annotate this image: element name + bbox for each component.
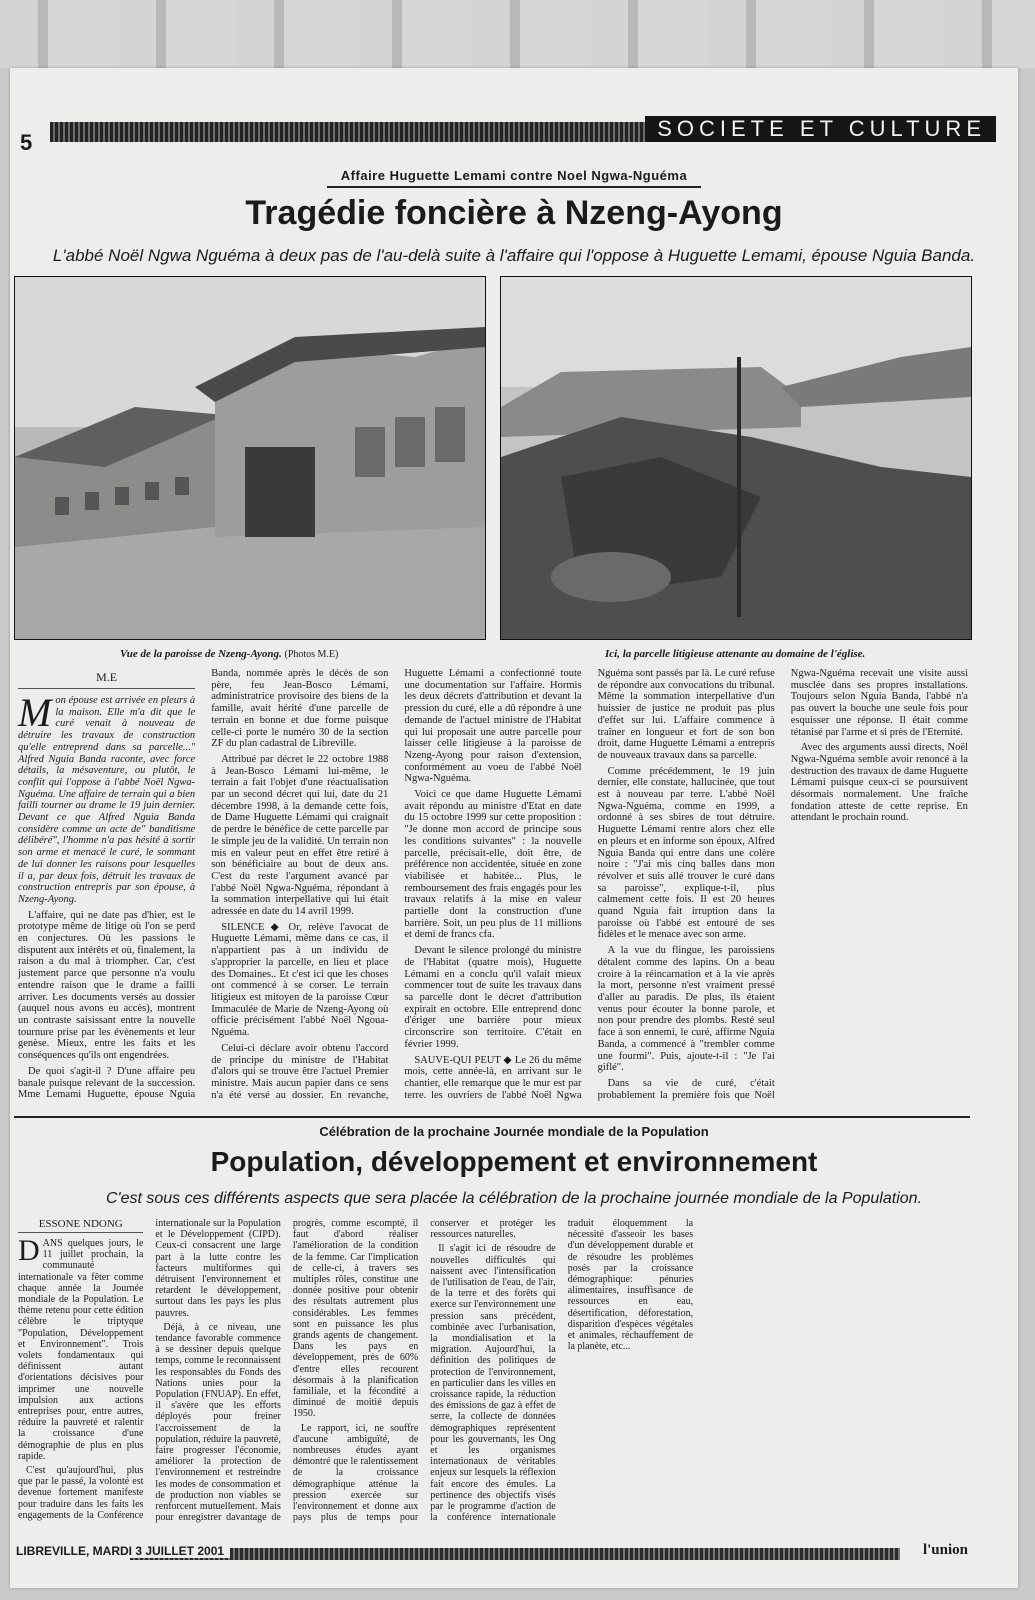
article1-byline: M.E <box>18 670 195 689</box>
article2-dropcap: D <box>18 1234 40 1267</box>
article1-paragraph: L'affaire, qui ne date pas d'hier, est le prototype même de litige où l'on se perd en conjectures. Où les passions le disputent aux intérêts et où, finalement, la raison a du mal à triompher. Car, c'est justement parce que personne n'a voulu entendre raison que le drame a failli arriver. Les documents versés au dossier (auquel nous avons eu accès), montrent un contraste saisissant entre la nouvelle tournure prise par les évènements et leur genèse. Mieux, entre les faits et les conséquences qu'ils ont engendrées. <box>18 909 196 1062</box>
section-title: SOCIETE ET CULTURE <box>645 116 996 142</box>
article2-paragraph: Le rapport, ici, ne souffre d'aucune ambiguïté, de nombreuses études ayant démontré que le ralentissement de la croissance démographique atténue la pression exercée sur l'environnement et donne aux pays plus de temps pour conserver et protéger les ressources naturelles. <box>292 1218 556 1524</box>
article2-headline: Population, développement et environnement <box>210 1146 818 1177</box>
article1-paragraph: Attribué par décret le 22 octobre 1988 à Jean-Bosco Lémami lui-même, le terrain a fait l'objet d'une réactualisation par un second décret qui lui, date du 21 décembre 1998, à la demande cette fois, de Dame Huguette Lémami qui craignait de perdre le bénéfice de cette parcelle par le simple jeu de la validité. Un terrain non mis en valeur peut en effet être retiré à son bénéficiaire au bout de deux ans. C'est du reste l'argument avancé par l'abbé Noël Ngwa-Nguéma, répondant à la sommation interpellative qui lui était adressée en date du 14 avril 1999. <box>211 753 389 918</box>
footer-masthead: l'union <box>917 1542 968 1559</box>
disputed-plot-photo <box>500 276 972 640</box>
article-divider <box>14 1116 970 1118</box>
article1-body <box>18 668 968 1108</box>
article2-paragraph: Il s'agit ici de résoudre de nouvelles difficultés qui naissent avec l'intensification de l'utilisation de l'eau, de l'air, de la terre et des forêts qui exerce sur l'environnement une pression sans précédent, combinée avec l'urbanisation, la mondialisation et la migration. Aujourd'hui, la définition des politiques de protection de l'environnement, en particulier dans les villes en croissance rapide, la réduction des émissions de gaz à effet de serre, la collecte de données démographiques représentent pour les gouvernants, les Ong et les organismes internationaux de véritables enjeux sur lesquels la réflexion fait encore des émules. La pertinence des objectifs visés par le programme d'action de la conférence internationale traduit éloquemment la nécessité d'asseoir les bases d'un développement durable et de résoudre les problèmes posés par la croissance démographique: pénuries alimentaires, insuffisance de ressources en eau, désertification, déforestation, disparition d'espèces végétales et animales, réchauffement de la planète, etc... <box>430 1218 694 1524</box>
article1-headline: Tragédie foncière à Nzeng-Ayong <box>245 194 783 232</box>
article2-paragraph-text: ANS quelques jours, le 11 juillet prochain, la communauté internationale va fêter comme chaque année la Journée mondiale de la Population. Le thème retenu pour cette édition célèbre le triptyque "Population, Développement et Environnement". Trois volets fondamentaux qui définissent autant d'orientations décisives pour imprimer une nouvelle impulsion aux actions entreprises pour, entre autres, réduire la pauvreté et ralentir la croissance d'une démographie de plus en plus rapide. <box>18 1238 144 1462</box>
scan-top-strip <box>0 0 1035 68</box>
article1-paragraph: Comme précédemment, le 19 juin dernier, elle constate, hallucinée, que tout est à nouveau par terre. L'abbé Noël Ngwa-Nguéma, comme en 1999, a ordonné à ses sbires de tout détruire. Huguette Lémami rentre alors chez elle en pleurs et en informe son époux, Alfred Nguia Banda qui entre dans une colère noire : "J'ai mis cinq balles dans mon révolver et suis allé trouver le curé dans sa paroisse", explique-t-il, plus calmement cette fois. Il est 20 heures quand Nguia fait irruption dans la paroisse où l'abbé est entouré de ses fidèles et le menace avec son arme. <box>597 765 775 941</box>
article1-kicker-text: Affaire Huguette Lemami contre Noel Ngwa-Nguéma <box>327 168 701 188</box>
article1-paragraph: SILENCE ◆ Or, relève l'avocat de Huguette Lémami, même dans ce cas, il n'appartient pas à un individu de s'approprier la parcelle, en lieu et place des Domaines.. Et c'est ici que les choses ont commencé à se corser. Le terrain litigieux est mitoyen de la paroisse Cœur Immaculée de Marie de Nzeng-Ayong où officie précisément l'abbé Noël Ngoua- Nguéma. <box>211 921 389 1039</box>
article2-paragraph <box>18 1234 144 1462</box>
article2-deck: C'est sous ces différents aspects que sera placée la célébration de la prochaine journée mondiale de la Population. <box>105 1190 922 1207</box>
photo-credit: (Photos M.E) <box>284 649 339 660</box>
article1-paragraph: Dans sa vie de curé, c'était probablement la première fois que Noël Ngwa-Nguéma recevait une visite aussi musclée dans ses propres installations. Toujours selon Nguia Banda, l'abbé n'a pas ouvert la bouche une seule fois pour esquisser une réponse. Il était comme tétanisé par l'arme et si près de l'Eternité. <box>597 668 968 1101</box>
article1-paragraph: Celui-ci déclare avoir obtenu l'accord de principe du ministre de l'Habitat d'alors qui se trouve être l'actuel Premier ministre. Mais aucun papier dans ce sens n'a été versé au dossier. En revanche, Huguette Lémami a confectionné toute une documentation sur l'affaire. Hormis les deux décrets d'attribution et devant la pression du curé, elle a dû répondre à une demande de l'actuel ministre de l'Habitat qui lui proposait une autre parcelle pour laisser celle litigieuse à la paroisse de Nzeng-Ayong pour raison d'extension, conformément au voeu de l'abbé Noël Ngwa-Nguéma. <box>211 668 582 1101</box>
article1-paragraph: A la vue du flingue, les paroissiens détalent comme des lapins. On a beau croire à la réincarnation et à la vie après la mort, personne n'est vraiment pressé d'aller au paradis. De plus, ils étaient venus pour écouter la bonne parole, et non pour prendre des plombs. Resté seul face à son ennemi, le curé, affirme Nguia Banda, a commencé à "trembler comme une fourmi". Puis, ajoute-t-il : "Je l'ai giflé". <box>597 945 775 1074</box>
photo-left-caption-text: Vue de la paroisse de Nzeng-Ayong. <box>120 648 282 660</box>
article1-paragraph: SAUVE-QUI PEUT ◆ Le 26 du même mois, cette année-là, en arrivant sur le chantier, elle remarque que le mur est par terre. les ouvriers de l'abbé Noël Ngwa Nguéma sont passés par là. Le curé refuse de répondre aux convocations du tribunal. Même la sommation interpellative d'un huissier de justice ne produit pas plus d'effet sur lui. L'affaire commence à traîner en longueur et fort de son bon droit, dame Huguette Lémami a entrepris de nouveaux travaux dans sa parcelle. <box>404 668 775 1101</box>
footer-rule <box>130 1548 900 1560</box>
article1-paragraph-text: on épouse est arrivée en pleurs à la maison. Elle m'a dit que le curé venait à nouveau de détruire les travaux de construction qu'elle entreprend dans sa parcelle..." Alfred Nguia Banda raconte, avec force détails, la mésaventure, ou plutôt, le conflit qui l'oppose à l'abbé Noël Ngwa-Nguéma. Une affaire de terrain qui a bien failli tourner au drame le 19 juin dernier. Devant ce que Alfred Nguia Banda considère comme un acte de" banditisme délibéré", l'homme n'a pas hésité à sortir son arme et menacé le curé, le sommant de lui donner les raisons pour lesquelles il a, par deux fois, détruit les travaux de construction entrepris par son épouse, à Nzeng-Ayong. <box>18 695 196 905</box>
article1-paragraph: Voici ce que dame Huguette Lémami avait répondu au ministre d'Etat en date du 15 octobre 1999 sur cette proposition : "Je donne mon accord de principe sous les conditions suivantes" : la nouvelle parcelle, précisait-elle, doit être, de préférence non accidentée, située en zone viabilisée et habitée... Plus, le remboursement des frais engagés pour les travaux relatifs à la mise en valeur partielle dont la construction d'une barrière. Soit, un peu plus de 11 millions et demi de francs cfa. <box>404 789 582 941</box>
article1-dropcap: M <box>18 690 52 735</box>
newspaper-page <box>10 68 1018 1588</box>
article2-paragraph: C'est qu'aujourd'hui, plus que par le passé, la volonté est devenue fortement manifeste pour traduire dans les faits les engagements de la Conférence internationale sur la Population et le Développement (CIPD). Ceux-ci consacrent une large part à la lutte contre les facteurs multiformes qui détruisent l'environnement et retardent le développement, surtout dans les pays les plus pauvres. <box>18 1218 281 1521</box>
article1-paragraph: Avec des arguments aussi directs, Noël Ngwa-Nguéma semble avoir renoncé à la destruction des travaux de dame Huguette Lémami puisque ceux-ci se poursuivent désormais normalement. Une fraîche fondation atteste de cette reprise. En attendant le prochain round. <box>790 742 968 824</box>
page-number: 5 <box>20 130 33 155</box>
article2-body <box>18 1218 968 1530</box>
article1-paragraph: De quoi s'agit-il ? D'une affaire peu banale puisque relevant de la succession. Mme Lemami Huguette, épouse Nguia Banda, nommée après le décès de son père, feu Jean-Bosco Lémami, administratrice provisoire des biens de la famille, avait hérité d'une parcelle de terrain en bonne et due forme puisque celle-ci porte le numéro 30 de la section ZF du plan cadastral de Libreville. <box>18 668 389 1101</box>
article1-paragraph <box>18 690 196 906</box>
article2-byline: ESSONE NDONG <box>18 1218 143 1233</box>
article1-deck: L'abbé Noël Ngwa Nguéma à deux pas de l'au-delà suite à l'affaire qui l'oppose à Huguette Lemami, épouse Nguia Banda. <box>52 246 976 265</box>
article2-paragraph: Déjà, à ce niveau, une tendance favorable commence à se dessiner depuis quelque temps, comme le reconnaissent les responsables du Fonds des Nations unies pour la Population (FNUAP). En effet, il s'avère que les efforts déployés pour freiner l'accroissement de la population, réduire la pauvreté, faire progresser l'économie, améliorer la protection de l'environnement et restreindre les modes de consommation et de production non viables se renforcent mutuellement. Mais pour enregistrer davantage de progrès, comme escompté, il faut d'abord réaliser l'amélioration de la condition de la femme. Car l'implication de celle-ci, à travers ses multiples rôles, constitue une donnée positive pour obtenir des résultats autrement plus considérables. Les femmes sont en puissance les plus grands agents de changement. Dans les pays en développement, près de 60% d'entre elles recourent désormais à la planification familiale, et la fécondité a diminué de moitié depuis 1950. <box>155 1218 419 1524</box>
photo-right-caption: Ici, la parcelle litigieuse attenante au domaine de l'église. <box>605 648 866 660</box>
footer-dateline: LIBREVILLE, MARDI 3 JUILLET 2001 <box>16 1544 230 1558</box>
photo-left-caption <box>120 648 338 660</box>
parish-building-photo <box>14 276 486 640</box>
article1-kicker <box>10 168 1018 183</box>
article2-kicker: Célébration de la prochaine Journée mondiale de la Population <box>319 1124 709 1139</box>
article1-paragraph: Devant le silence prolongé du ministre de l'Habitat (quatre mois), Huguette Lémami en a conclu qu'il valait mieux commencer tout de suite les travaux dans sa parcelle dont le décret d'attribution expirait en octobre. Elle entreprend donc d'ériger une barrière pour mieux circonscrire son territoire. C'était en février 1999. <box>404 945 582 1050</box>
